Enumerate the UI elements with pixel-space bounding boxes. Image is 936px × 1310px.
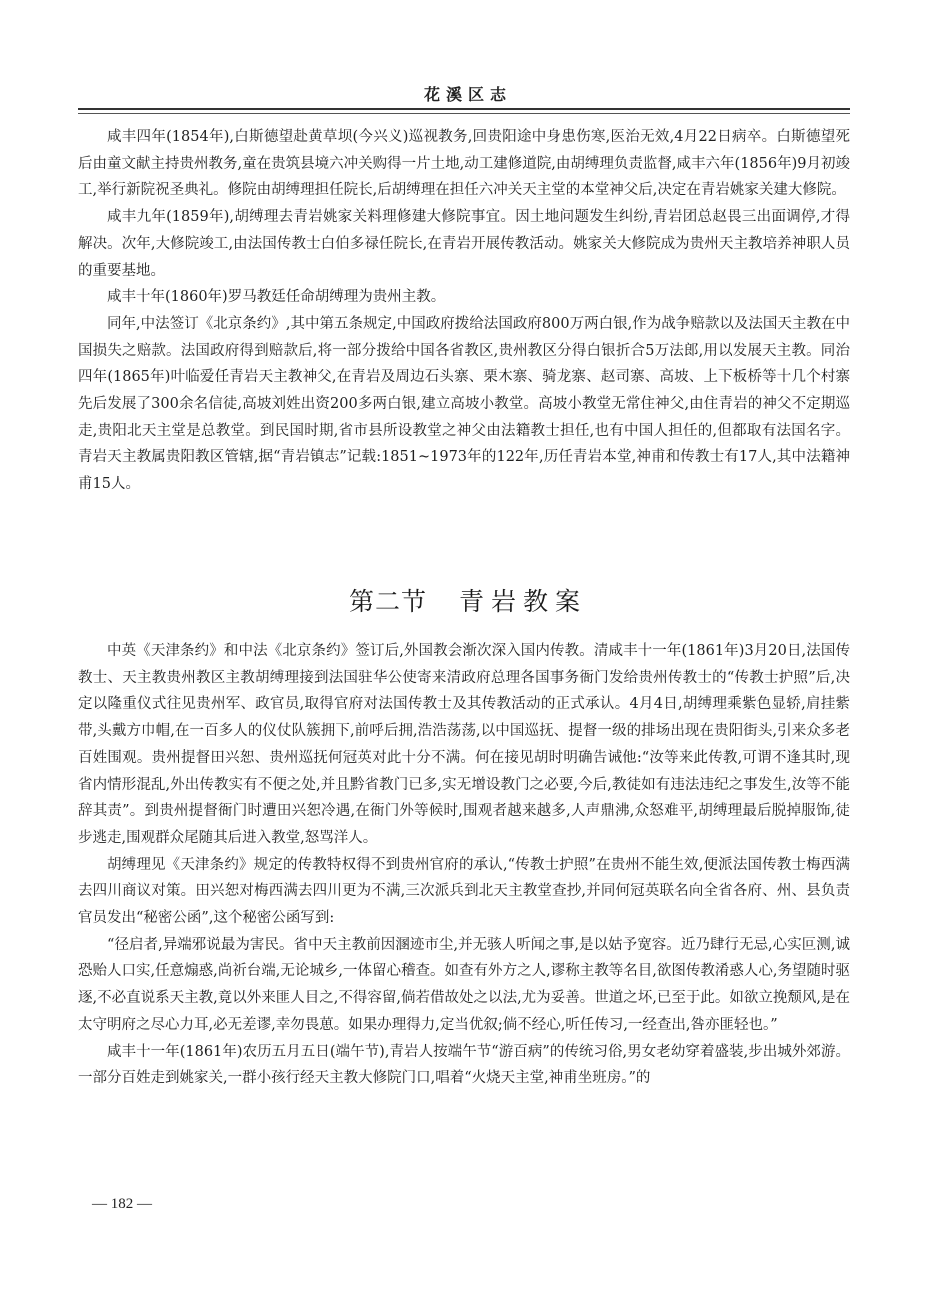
section-heading [0,582,936,618]
running-head-title: 花溪区志 [423,85,512,104]
paragraph: 咸丰十年(1860年)罗马教廷任命胡缚理为贵州主教。 [107,289,446,306]
paragraph: “径启者,异端邪说最为害民。省中天主教前因溷迹市尘,并无骇人听闻之事,是以姑予宽容。近乃肆行无忌,心实叵测,诚恐贻人口实,任意煽惑,尚祈台端,无论城乡,一体留心稽查。如查有外方之人,谬称主教等名目,欲图传教淆惑人心,务望随时驱逐,不必直说系天主教,竟以外来匪人目之,不得容留,倘若借故处之以法,尤为妥善。世道之坏,已至于此。如欲立挽颓风,是在太守明府之尽心力耳,必无差谬,幸勿畏葸。如果办理得力,定当优叙;倘不经心,听任传习,一经查出,咎亦匪轻也。” [78,936,850,1033]
body-text-top [78,124,850,498]
paragraph: 咸丰十一年(1861年)农历五月五日(端午节),青岩人按端午节“游百病”的传统习俗,男女老幼穿着盛装,步出城外郊游。一部分百姓走到姚家关,一群小孩行经天主教大修院门口,唱着“火烧天主堂,神甫坐班房。”的 [78,1043,850,1087]
section-name: 青岩教案 [459,587,588,616]
paragraph: 中英《天津条约》和中法《北京条约》签订后,外国教会渐次深入国内传教。清咸丰十一年(1861年)3月20日,法国传教士、天主教贵州教区主教胡缚理接到法国驻华公使寄来清政府总理各国事务衙门发给贵州传教士的“传教士护照”后,决定以隆重仪式往见贵州军、政官员,取得官府对法国传教士及其传教活动的正式承认。4月4日,胡缚理乘紫色显轿,肩挂紫带,头戴方巾帽,在一百多人的仪仗队簇拥下,前呼后拥,浩浩荡荡,以中国巡抚、提督一级的排场出现在贵阳街头,引来众多老百姓围观。贵州提督田兴恕、贵州巡抚何冠英对此十分不满。何在接见胡时明确告诫他:“汝等来此传教,可谓不逢其时,现省内情形混乱,外出传教实有不便之处,并且黔省教门已多,实无增设教门之必要,今后,教徒如有违法违纪之事发生,汝等不能辞其责”。到贵州提督衙门时遭田兴恕冷遇,在衙门外等候时,围观者越来越多,人声鼎沸,众怒难平,胡缚理最后脱掉服饰,徒步逃走,围观群众尾随其后进入教堂,怒骂洋人。 [78,643,850,846]
body-text-bottom [78,638,850,1092]
header-rule-thin [78,113,850,114]
page-number: — 182 — [92,1196,152,1212]
paragraph: 同年,中法签订《北京条约》,其中第五条规定,中国政府拨给法国政府800万两白银,作为战争赔款以及法国天主教在中国损失之赔款。法国政府得到赔款后,将一部分拨给中国各省教区,贵州教区分得白银折合5万法郎,用以发展天主教。同治四年(1865年)叶临爱任青岩天主教神父,在青岩及周边石头寨、栗木寨、骑龙寨、赵司寨、高坡、上下板桥等十几个村寨先后发展了300余名信徒,高坡刘姓出资200多两白银,建立高坡小教堂。高坡小教堂无常住神父,由住青岩的神父不定期巡走,贵阳北天主堂是总教堂。到民国时期,省市县所设教堂之神父由法籍教士担任,也有中国人担任的,但都取有法国名字。青岩天主教属贵阳教区管辖,据“青岩镇志”记载:1851~1973年的122年,历任青岩本堂,神甫和传教士有17人,其中法籍神甫15人。 [78,315,850,493]
section-number: 第二节 [348,587,427,616]
paragraph: 咸丰九年(1859年),胡缚理去青岩姚家关料理修建大修院事宜。因土地问题发生纠纷,青岩团总赵畏三出面调停,才得解决。次年,大修院竣工,由法国传教士白伯多禄任院长,在青岩开展传教活动。姚家关大修院成为贵州天主教培养神职人员的重要基地。 [78,209,850,279]
header-rule-thick [78,108,850,110]
paragraph: 胡缚理见《天津条约》规定的传教特权得不到贵州官府的承认,“传教士护照”在贵州不能生效,便派法国传教士梅西满去四川商议对策。田兴恕对梅西满去四川更为不满,三次派兵到北天主教堂查抄,并同何冠英联名向全省各府、州、县负责官员发出“秘密公函”,这个秘密公函写到: [78,856,850,927]
paragraph: 咸丰四年(1854年),白斯德望赴黄草坝(今兴义)巡视教务,回贵阳途中身患伤寒,医治无效,4月22日病卒。白斯德望死后由童文献主持贵州教务,童在贵筑县境六冲关购得一片土地,动工建修道院,由胡缚理负责监督,咸丰六年(1856年)9月初竣工,举行新院祝圣典礼。修院由胡缚理担任院长,后胡缚理在担任六冲关天主堂的本堂神父后,决定在青岩姚家关建大修院。 [78,129,850,199]
